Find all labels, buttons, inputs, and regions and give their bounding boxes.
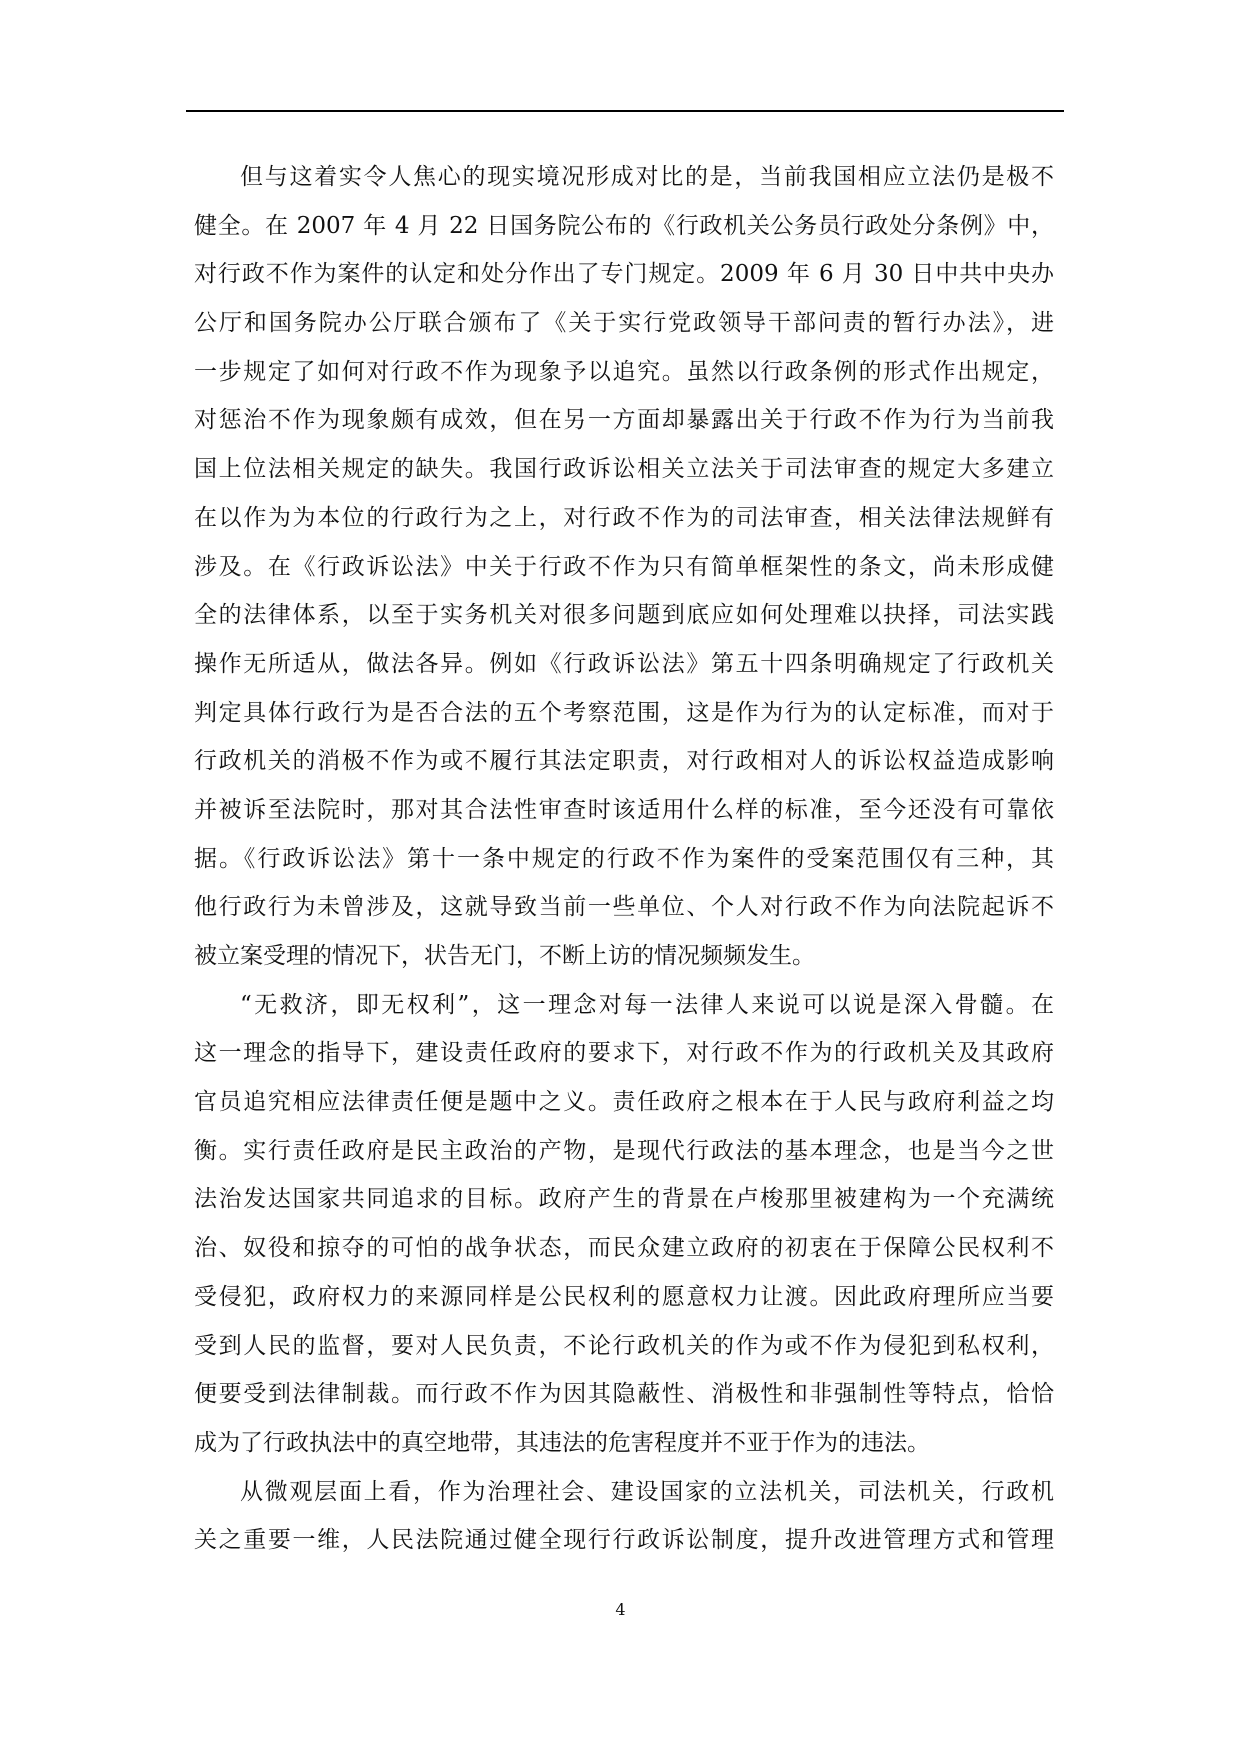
text-line: 被立案受理的情况下，状告无门，不断上访的情况频频发生。 [194,943,815,969]
text-line: 健全。在 2007 年 4 月 22 日国务院公布的《行政机关公务员行政处分条例》中， [194,212,1054,239]
text-line: 法治发达国家共同追求的目标。政府产生的背景在卢梭那里被建构为一个充满统 [194,1186,1054,1213]
paragraph [194,981,1054,1468]
paragraph [194,1468,1054,1565]
text-line: 成为了行政执法中的真空地带，其违法的危害程度并不亚于作为的违法。 [194,1429,930,1456]
text-line: 行政机关的消极不作为或不履行其法定职责，对行政相对人的诉讼权益造成影响 [194,748,1054,775]
text-line: 他行政行为未曾涉及，这就导致当前一些单位、个人对行政不作为向法院起诉不 [194,894,1054,921]
text-line: 治、奴役和掠夺的可怕的战争状态，而民众建立政府的初衷在于保障公民权利不 [194,1235,1054,1262]
text-line: 操作无所适从，做法各异。例如《行政诉讼法》第五十四条明确规定了行政机关 [194,650,1054,677]
text-line: 受到人民的监督，要对人民负责，不论行政机关的作为或不作为侵犯到私权利， [194,1332,1054,1359]
text-line: 但与这着实令人焦心的现实境况形成对比的是，当前我国相应立法仍是极不 [240,164,1054,190]
text-line: 一步规定了如何对行政不作为现象予以追究。虽然以行政条例的形式作出规定， [194,358,1054,385]
text-line: 官员追究相应法律责任便是题中之义。责任政府之根本在于人民与政府利益之均 [194,1089,1054,1116]
text-line: 对行政不作为案件的认定和处分作出了专门规定。2009 年 6 月 30 日中共中央办 [194,261,1054,288]
text-line: 从微观层面上看，作为治理社会、建设国家的立法机关，司法机关，行政机 [240,1478,1054,1505]
body-text [194,153,1054,1565]
text-line: 公厅和国务院办公厅联合颁布了《关于实行党政领导干部问责的暂行办法》，进 [194,310,1054,337]
text-line: 判定具体行政行为是否合法的五个考察范围，这是作为行为的认定标准，而对于 [194,699,1054,726]
text-line: 在以作为为本位的行政行为之上，对行政不作为的司法审查，相关法律法规鲜有 [194,504,1054,531]
text-line: “无救济，即无权利”，这一理念对每一法律人来说可以说是深入骨髓。在 [240,991,1054,1018]
paragraph [194,153,1054,981]
header-rule [186,110,1064,112]
page-number: 4 [615,1600,626,1619]
text-line: 衡。实行责任政府是民主政治的产物，是现代行政法的基本理念，也是当今之世 [194,1137,1054,1164]
text-line: 国上位法相关规定的缺失。我国行政诉讼相关立法关于司法审查的规定大多建立 [194,456,1054,483]
text-line: 对惩治不作为现象颇有成效，但在另一方面却暴露出关于行政不作为行为当前我 [194,407,1054,434]
text-line: 据。《行政诉讼法》第十一条中规定的行政不作为案件的受案范围仅有三种，其 [194,845,1054,872]
text-line: 便要受到法律制裁。而行政不作为因其隐蔽性、消极性和非强制性等特点，恰恰 [194,1381,1054,1408]
text-line: 涉及。在《行政诉讼法》中关于行政不作为只有简单框架性的条文，尚未形成健 [194,553,1054,580]
text-line: 并被诉至法院时，那对其合法性审查时该适用什么样的标准，至今还没有可靠依 [194,796,1054,823]
text-line: 全的法律体系，以至于实务机关对很多问题到底应如何处理难以抉择，司法实践 [194,602,1054,629]
text-line: 这一理念的指导下，建设责任政府的要求下，对行政不作为的行政机关及其政府 [194,1040,1054,1067]
text-line: 关之重要一维，人民法院通过健全现行行政诉讼制度，提升改进管理方式和管理 [194,1527,1054,1554]
text-line: 受侵犯，政府权力的来源同样是公民权利的愿意权力让渡。因此政府理所应当要 [194,1283,1054,1310]
